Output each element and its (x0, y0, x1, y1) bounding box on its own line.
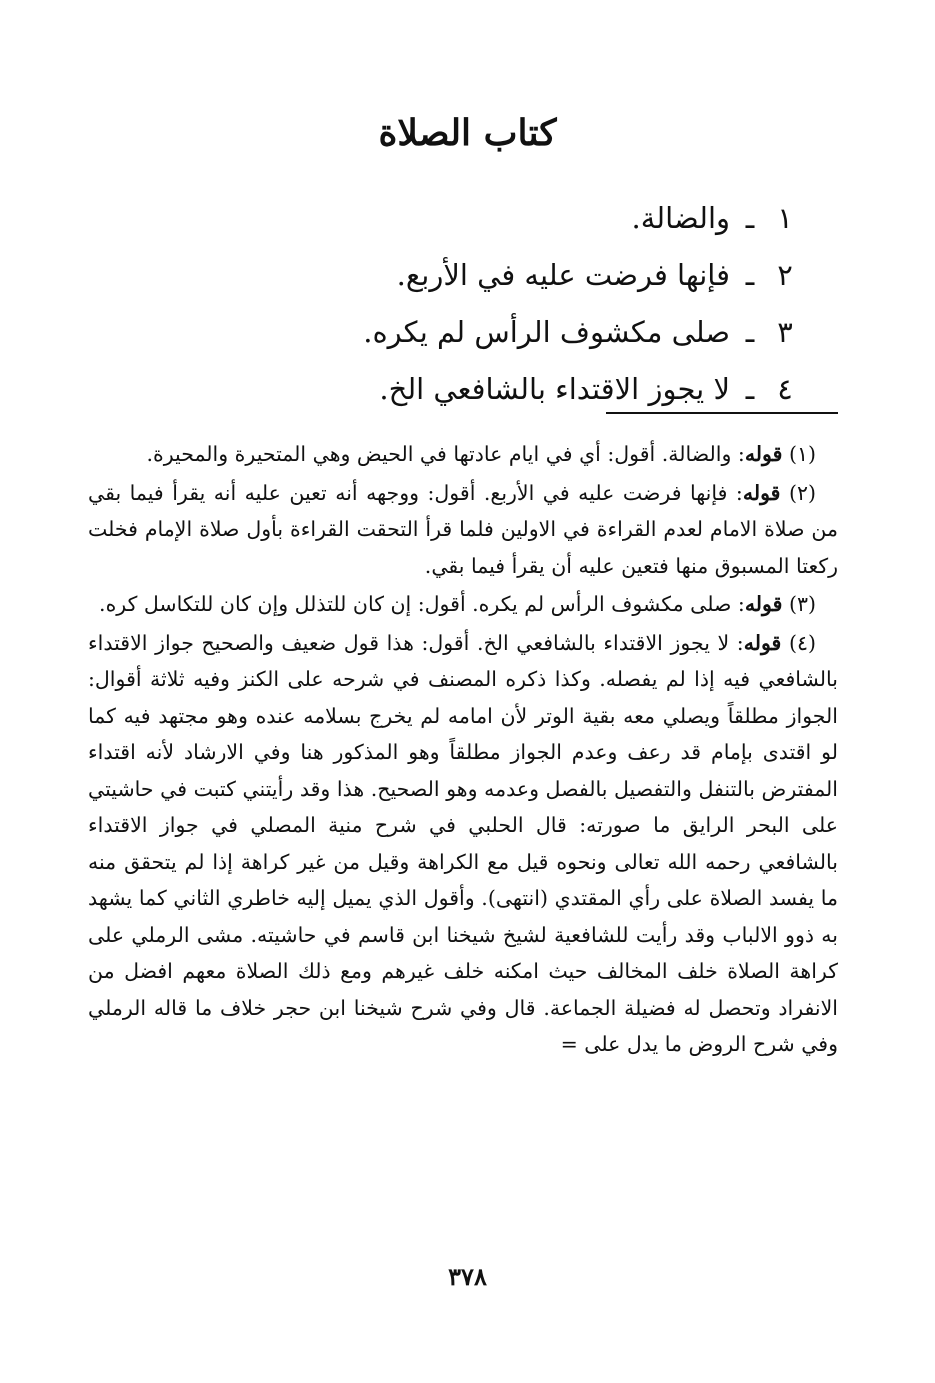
main-item (160, 247, 800, 304)
footnote-divider (606, 412, 838, 414)
footnote-text: : والضالة. أقول: أي في ايام عادتها في الحيض وهي المتحيرة والمحيرة. (146, 442, 745, 466)
footnote-number: (١) (788, 442, 816, 466)
main-item-text: صلى مكشوف الرأس لم يكره. (363, 315, 730, 349)
main-item-number: ١ (777, 201, 793, 235)
main-item-text: والضالة. (631, 201, 730, 235)
dash: ـ (745, 258, 755, 292)
dash: ـ (745, 201, 755, 235)
page-number: ٣٧٨ (448, 1262, 487, 1291)
footnote-number: (٢) (788, 480, 816, 505)
footnote-label: قوله (744, 442, 783, 466)
main-item (160, 361, 800, 418)
main-item-number: ٣ (777, 315, 793, 349)
footnote-number: (٣) (788, 592, 816, 616)
main-item (160, 190, 800, 247)
footnotes (88, 436, 838, 1065)
main-item-text: لا يجوز الاقتداء بالشافعي الخ. (379, 372, 730, 406)
main-item-number: ٢ (777, 258, 793, 292)
footnote-label: قوله (744, 592, 783, 616)
footnote-text: : فإنها فرضت عليه في الأربع. أقول: ووجهه أنه تعين عليه أنه يقرأ فيما بقي من صلاة الامام لعدم القراءة في الاولين فلما قرأ التحقت القراءة بأول صلاة الإمام فخلت ركعتا المسبوق منها فتعين عليه أن يقرأ فيما بقي. (88, 480, 838, 578)
page-title: كتاب الصلاة (378, 112, 557, 154)
footnote-label: قوله (743, 630, 782, 655)
dash: ـ (745, 372, 755, 406)
footnote-text: : لا يجوز الاقتداء بالشافعي الخ. أقول: هذا قول ضعيف والصحيح جواز الاقتداء بالشافعي فيه إذا لم يفصله. وكذا ذكره المصنف في شرحه على الكنز وفيه ثلاثة أقوال: الجواز مطلقاً ويصلي معه بقية الوتر لأن امامه لم يخرج بسلامه عنده وهو مجتهد فيه كما لو اقتدى بإمام قد رعف وعدم الجواز مطلقاً وهو المذكور هنا وفي الارشاد لأنه اقتداء المفترض بالتنفل والتفصيل بالفصل وعدمه وهو الصحيح. هذا وقد رأيتني كتبت في حاشيتي على البحر الرايق ما صورته: قال الحلبي في شرح منية المصلي في جواز الاقتداء بالشافعي رحمه الله تعالى ونحوه قيل مع الكراهة وقيل من غير كراهة إذا لم يتحقق منه ما يفسد الصلاة على رأي المقتدي (انتهى). وأقول الذي يميل إليه خاطري الثاني كما يشهد به ذوو الالباب وقد رأيت للشافعية لشيخ شيخنا ابن قاسم في حاشيته. مشى الرملي على كراهة الصلاة خلف المخالف حيث امكنه خلف غيرهم ومع ذلك الصلاة معهم افضل من الانفراد وتحصل له فضيلة الجماعة. قال وفي شرح شيخنا ابن حجر خلاف ما قاله الرملي وفي شرح الروض ما يدل على = (88, 630, 838, 1056)
main-item-number: ٤ (777, 372, 793, 406)
footnote (88, 475, 838, 585)
main-item-text: فإنها فرضت عليه في الأربع. (396, 258, 730, 292)
main-item (160, 304, 800, 361)
dash: ـ (745, 315, 755, 349)
footnote-text: : صلى مكشوف الرأس لم يكره. أقول: إن كان للتذلل وإن كان للتكاسل كره. (99, 592, 745, 616)
main-text-list (160, 190, 800, 418)
footnote (88, 625, 838, 1063)
footnote (88, 436, 838, 473)
footnote-label: قوله (742, 480, 781, 505)
footnote (88, 586, 838, 623)
footnote-number: (٤) (788, 630, 816, 655)
